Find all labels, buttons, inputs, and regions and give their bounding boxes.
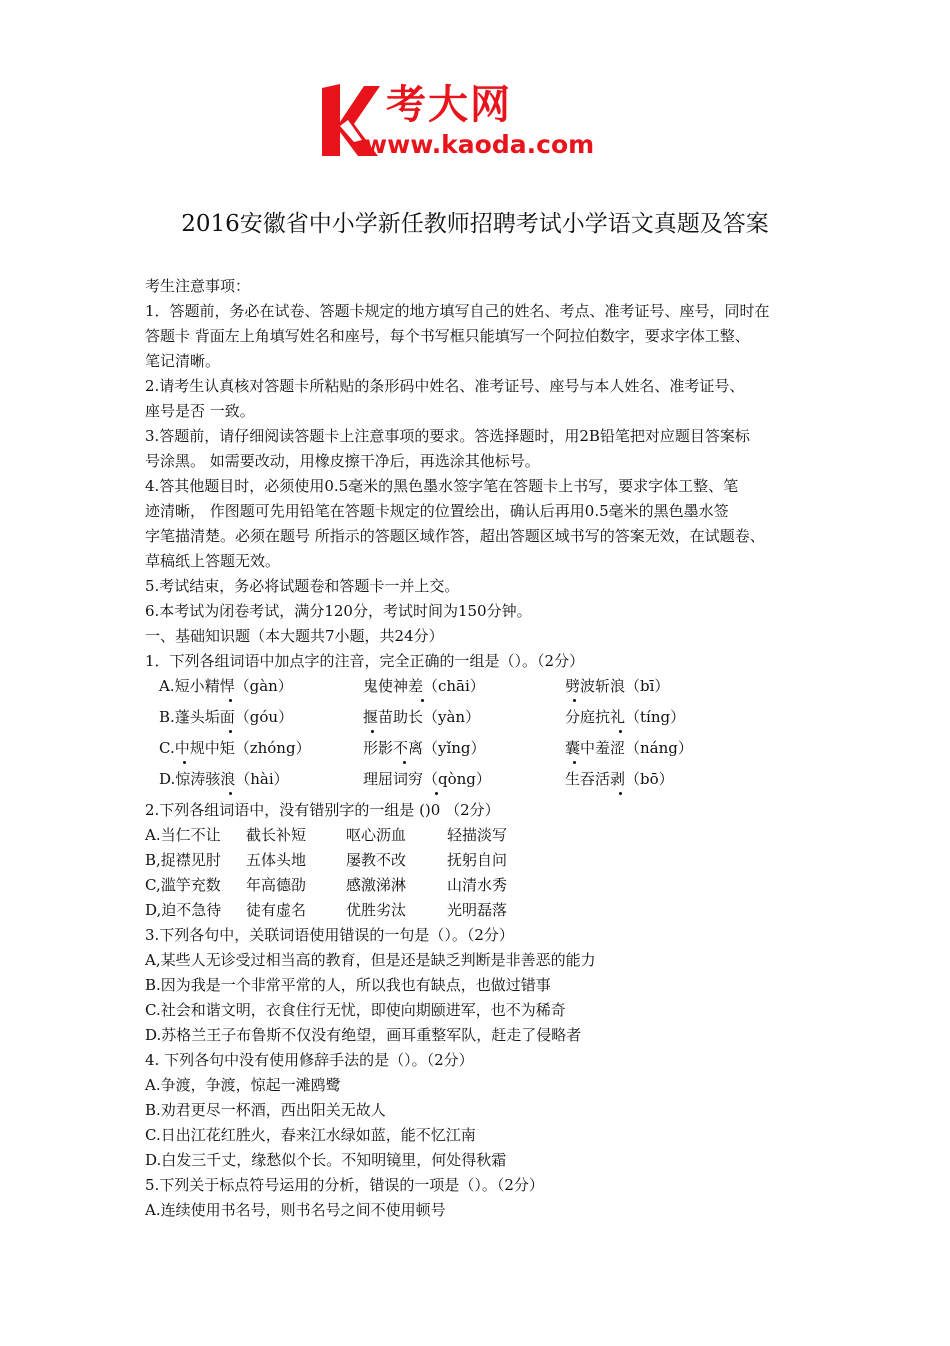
notice-heading: 考生注意事项： (145, 277, 251, 295)
logo-url-text: www.kaoda.com (364, 130, 595, 159)
option-line: C.社会和谐文明，衣食住行无忧，即使向期颐进军，也不为稀奇 (145, 1001, 566, 1019)
notice-line: 座号是否 一致。 (145, 402, 255, 420)
option-item: 年高德劭 (246, 876, 307, 894)
emphasis-dot (619, 730, 622, 733)
option-item: A.当仁不让 (145, 826, 221, 844)
option-item: 理屈词穷（qòng） (363, 770, 491, 788)
logo-brand-text: 考大网 (386, 82, 512, 128)
question-1-stem: 1．下列各组词语中加点字的注音，完全正确的一组是（）。（2分） (145, 652, 585, 670)
question-2-stem: 2.下列各组词语中，没有错别字的一组是 ()0 （2分） (145, 801, 500, 819)
emphasis-dot (421, 699, 424, 702)
emphasis-dot (229, 699, 232, 702)
notice-line: 号涂黑。 如需要改动，用橡皮擦干净后，再选涂其他标号。 (145, 452, 540, 470)
notice-line: 2.请考生认真核对答题卡所粘贴的条形码中姓名、准考证号、座号与本人姓名、准考证号、 (145, 377, 745, 395)
section-heading: 一、基础知识题（本大题共7小题，共24分） (145, 627, 444, 645)
option-line: A.连续使用书名号，则书名号之间不使用顿号 (145, 1201, 446, 1219)
option-row-c (145, 873, 825, 898)
option-item: 徒有虚名 (246, 901, 307, 919)
question-4-stem: 4. 下列各句中没有使用修辞手法的是（）。（2分） (145, 1051, 474, 1069)
notice-line: 迹清晰， 作图题可先用铅笔在答题卡规定的位置绘出，确认后再用0.5毫米的黑色墨水签 (145, 502, 729, 520)
option-item: 五体头地 (246, 851, 307, 869)
option-line: C.日出江花红胜火，春来江水绿如蓝，能不忆江南 (145, 1126, 476, 1144)
notice-line: 答题卡 背面左上角填写姓名和座号，每个书写框只能填写一个阿拉伯数字，要求字体工整、 (145, 327, 750, 345)
option-item: C.中规中矩（zhóng） (159, 739, 311, 757)
emphasis-dot (435, 792, 438, 795)
option-item: 山清水秀 (447, 876, 508, 894)
option-item: 轻描淡写 (447, 826, 508, 844)
option-item: 抚躬自问 (447, 851, 508, 869)
option-row-b (145, 848, 825, 873)
option-item: 感激涕淋 (346, 876, 407, 894)
option-line: A,某些人无诊受过相当高的教育，但是还是缺乏判断是非善恶的能力 (145, 951, 596, 969)
option-item: D,迫不急待 (145, 901, 222, 919)
option-item: A.短小精悍（gàn） (159, 677, 293, 695)
option-item: 劈波斩浪（bī） (565, 677, 670, 695)
option-item: C,滥竽充数 (145, 876, 221, 894)
option-line: A.争渡，争渡，惊起一滩鸥鹭 (145, 1076, 341, 1094)
option-line: B.劝君更尽一杯酒，西出阳关无故人 (145, 1101, 386, 1119)
option-row-b (145, 705, 825, 736)
option-row-d (145, 767, 825, 798)
emphasis-dot (229, 730, 232, 733)
emphasis-dot (371, 730, 374, 733)
option-item: 光明磊落 (447, 901, 508, 919)
notice-line: 6.本考试为闭卷考试，满分120分，考试时间为150分钟。 (145, 602, 532, 620)
option-line: D.苏格兰王子布鲁斯不仅没有绝望，画耳重整军队，赶走了侵略者 (145, 1026, 582, 1044)
option-item: B,捉襟见肘 (145, 851, 221, 869)
emphasis-dot (573, 699, 576, 702)
question-1-options (145, 674, 825, 798)
notice-line: 3.答题前，请仔细阅读答题卡上注意事项的要求。答选择题时，用2B铅笔把对应题目答案标 (145, 427, 750, 445)
option-item: B.蓬头垢面（góu） (159, 708, 294, 726)
option-item: 优胜劣汰 (346, 901, 407, 919)
emphasis-dot (573, 761, 576, 764)
option-item: 截长补短 (246, 826, 307, 844)
notice-line: 4.答其他题目时，必须使用0.5毫米的黑色墨水签字笔在答题卡上书写，要求字体工整、笔 (145, 477, 739, 495)
option-item: 呕心沥血 (346, 826, 407, 844)
page-title: 2016安徽省中小学新任教师招聘考试小学语文真题及答案 (181, 211, 769, 237)
emphasis-dot (229, 792, 232, 795)
kaoda-logo (318, 80, 640, 162)
notice-line: 1．答题前，务必在试卷、答题卡规定的地方填写自己的姓名、考点、准考证号、座号，同时在 (145, 302, 770, 320)
option-row-c (145, 736, 825, 767)
option-item: 生吞活剥（bō） (565, 770, 674, 788)
option-item: 揠苗助长（yàn） (363, 708, 481, 726)
notice-line: 5.考试结束，务必将试题卷和答题卡一并上交。 (145, 577, 460, 595)
question-3-stem: 3.下列各句中，关联词语使用错误的一句是（）。（2分） (145, 926, 514, 944)
option-item: 鬼使神差（chāi） (363, 677, 485, 695)
notice-line: 笔记清晰。 (145, 352, 221, 370)
option-row-a (145, 823, 825, 848)
option-item: 囊中羞涩（náng） (565, 739, 693, 757)
document-body (145, 274, 825, 1223)
option-row-a (145, 674, 825, 705)
emphasis-dot (183, 761, 186, 764)
option-item: D.惊涛骇浪（hài） (159, 770, 289, 788)
option-line: B.因为我是一个非常平常的人，所以我也有缺点，也做过错事 (145, 976, 551, 994)
emphasis-dot (403, 761, 406, 764)
option-line: D.白发三千丈，缘愁似个长。不知明镜里，何处得秋霜 (145, 1151, 507, 1169)
notice-line: 草稿纸上答题无效。 (145, 552, 281, 570)
option-item: 分庭抗礼（tíng） (565, 708, 686, 726)
option-item: 形影不离（yǐng） (363, 739, 486, 757)
option-item: 屡教不改 (346, 851, 407, 869)
question-5-stem: 5.下列关于标点符号运用的分析，错误的一项是（）。（2分） (145, 1176, 544, 1194)
option-row-d (145, 898, 825, 923)
notice-line: 字笔描清楚。必须在题号 所指示的答题区域作答，超出答题区域书写的答案无效，在试题卷、 (145, 527, 765, 545)
emphasis-dot (619, 792, 622, 795)
